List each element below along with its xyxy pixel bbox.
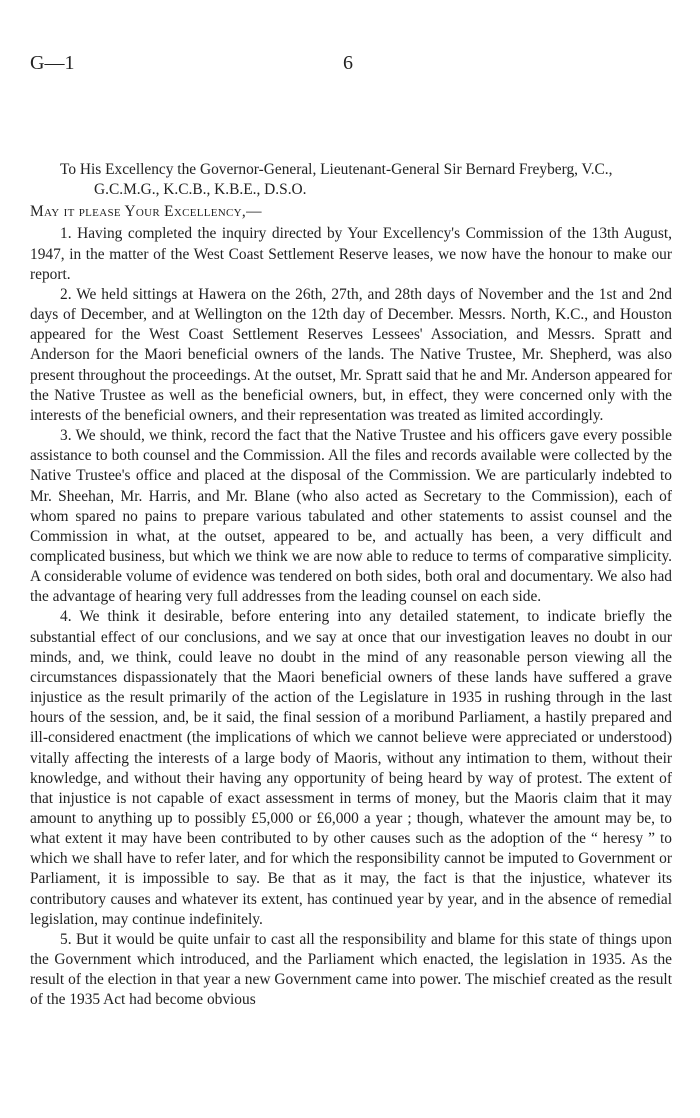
paragraph-4: 4. We think it desirable, before entering into any detailed statement, to indicate briefly the substantial effect of our conclusions, and we say at once that our investigation leaves no doubt in our minds, and, we think, could leave no doubt in the mind of any reasonable person viewing all the circumstances dispassionately that the Maori beneficial owners of these lands have suffered a grave injustice as the result primarily of the action of the Legislature in 1935 in rushing through in the last hours of the session, and, be it said, the final session of a moribund Parliament, a hastily prepared and ill-considered enactment (the implications of which we cannot believe were appreciated or understood) vitally affecting the interests of a large body of Maoris, without any intimation to them, without their knowledge, and without their having any opportunity of being heard by way of protest. The extent of that injustice is not capable of exact assessment in terms of money, but the Maoris claim that it may amount to anything up to possibly £5,000 or £6,000 a year ; though, whatever the amount may be, to what extent it may have been contributed to by other causes such as the adoption of the “ heresy ” to which we shall have to refer later, and for which the responsibility cannot be imputed to Government or Parliament, it is impossible to say. Be that as it may, the fact is that the injustice, whatever its contributory causes and whatever its extent, has continued year by year, and in the absence of remedial legislation, may continue indefinitely.	[30, 608, 672, 928]
paragraph-2: 2. We held sittings at Hawera on the 26th, 27th, and 28th days of November and the 1st and 2nd days of December, and at Wellington on the 12th day of December. Messrs. North, K.C., and Houston appeared for the West Coast Settlement Reserves Lessees' Association, and Messrs. Spratt and Anderson for the Maori beneficial owners of the lands. The Native Trustee, Mr. Shepherd, was also present throughout the proceedings. At the outset, Mr. Spratt said that he and Mr. Anderson appeared for the Native Trustee as well as the beneficial owners, but, in effect, they were concerned only with the interests of the beneficial owners, and their representation was treated as limited accordingly.	[30, 285, 672, 424]
salutation: May it please Your Excellency,—	[30, 203, 262, 221]
paragraph-5: 5. But it would be quite unfair to cast all the responsibility and blame for this state of things upon the Government which introduced, and the Parliament which enacted, the legislation in 1935. As the result of the election in that year a new Government came into power. The mischief created as the result of the 1935 Act had become obvious	[30, 930, 672, 1009]
address-line: To His Excellency the Governor-General, Lieutenant-General Sir Bernard Freyberg, V.C., G.C.M.G., K.C.B., K.B.E., D.S.O.	[60, 161, 613, 199]
document-code: G—1	[30, 52, 75, 74]
document-body	[30, 160, 672, 1011]
page-number: 6	[343, 52, 353, 74]
paragraph-3: 3. We should, we think, record the fact that the Native Trustee and his officers gave every possible assistance to both counsel and the Commission. All the files and records available were collected by the Native Trustee's office and placed at the disposal of the Commission. We are particularly indebted to Mr. Sheehan, Mr. Harris, and Mr. Blane (who also acted as Secretary to the Commission), each of whom spared no pains to prepare various tabulated and other statements to assist counsel and the Commission in what, at the outset, appeared to be, and actually has been, a very difficult and complicated business, but which we think we are now able to reduce to terms of comparative simplicity. A considerable volume of evidence was tendered on both sides, both oral and documentary. We also had the advantage of hearing very full addresses from the leading counsel on each side.	[30, 427, 672, 606]
paragraph-1: 1. Having completed the inquiry directed by Your Excellency's Commission of the 13th August, 1947, in the matter of the West Coast Settlement Reserve leases, we now have the honour to make our report.	[30, 225, 672, 283]
page-header	[30, 52, 700, 82]
